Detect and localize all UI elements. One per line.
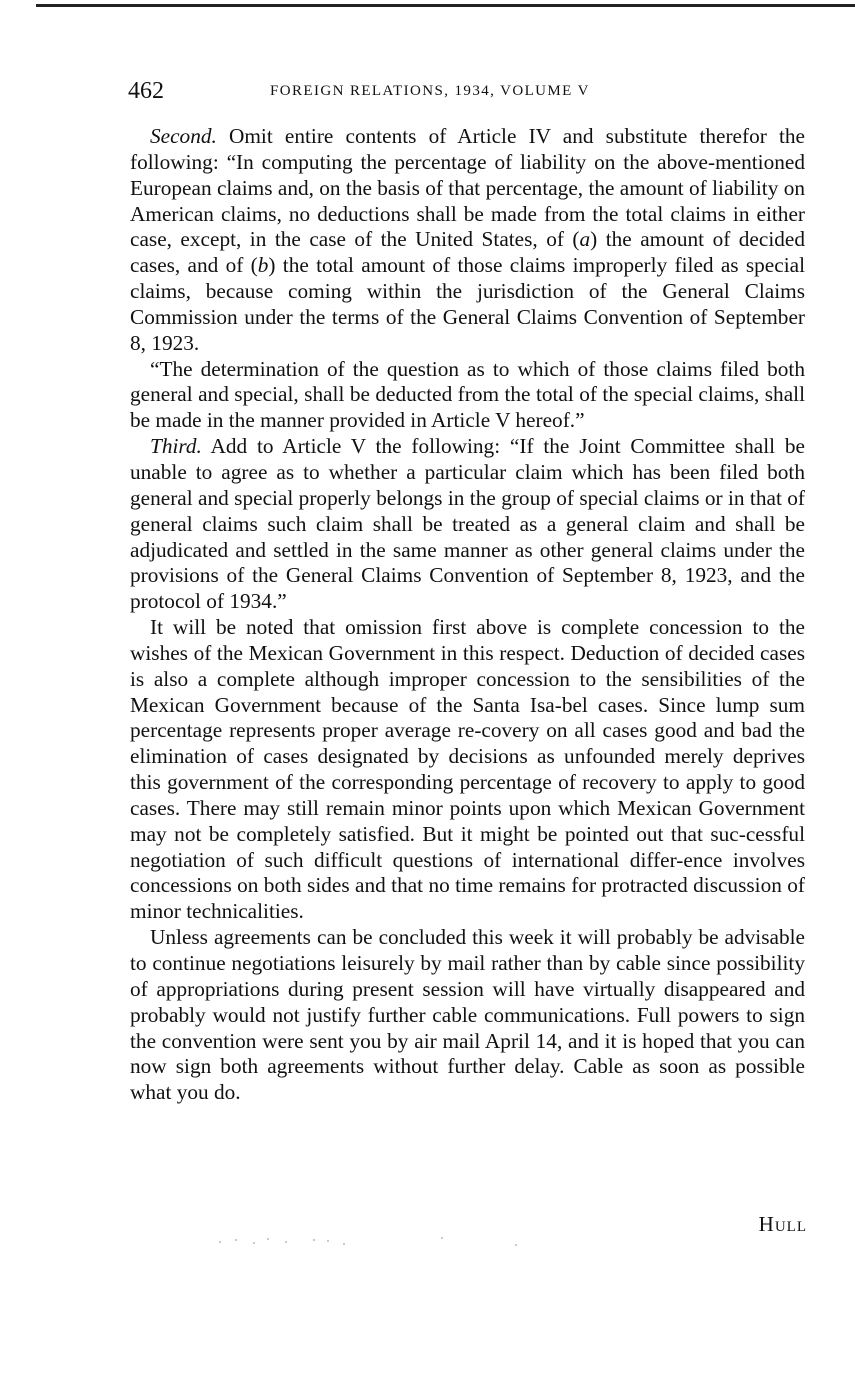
paragraph-third [130, 434, 805, 615]
paragraph-second [130, 124, 805, 357]
running-head: FOREIGN RELATIONS, 1934, VOLUME V [270, 83, 590, 99]
paragraph-third-lead: Third. [150, 434, 202, 459]
page-number: 462 [128, 78, 164, 104]
document-body [130, 124, 805, 1106]
signature: Hull [758, 1212, 807, 1236]
paragraph-agreements: Unless agreements can be concluded this week it will probably be advisable to continue negotiations leisurely by mail rather than by cable since possibility of appropriations during present session will have virtually disappeared and probably would not justify further cable communications. Full powers to sign the convention were sent you by air mail April 14, and it is hoped that you can now sign both agreements without further delay. Cable as soon as possible what you do. [130, 925, 805, 1105]
paragraph-second-lead: Second. [150, 124, 217, 148]
scan-specks [215, 1235, 525, 1247]
paragraph-third-text: Add to Article V the following: “If the Joint Committee shall be unable to agree as to whether a particular claim which has been filed both general and special properly belongs in the group of special claims or in that of general claims such claim shall be treated as a general claim and shall be adjudicated and settled in the same manner as other general claims under the provisions of the General Claims Convention of September 8, 1923, and the protocol of 1934.” [130, 434, 805, 614]
paragraph-second-end: ) the total amount of those claims improperly filed as special claims, because coming within the jurisdiction of the General Claims Commission under the terms of the General Claims Convention of September 8, 1923. [130, 253, 805, 355]
item-b-marker: b [257, 253, 269, 278]
paragraph-determination: “The determination of the question as to which of those claims filed both general and special, shall be deducted from the total of the special claims, shall be made in the manner provided in Article V hereof.” [130, 356, 805, 433]
page-header [128, 78, 808, 108]
paragraph-concession: It will be noted that omission first above is complete concession to the wishes of the Mexican Government in this respect. Deduction of decided cases is also a complete although improper concession to the sensibilities of the Mexican Government because of the Santa Isa-bel cases. Since lump sum percentage represents proper average re-covery on all cases good and bad the elimination of cases designated by decisions as unfounded merely deprives this government of the corresponding percentage of recovery to apply to good cases. There may still remain minor points upon which Mexican Government may not be completely satisfied. But it might be pointed out that suc-cessful negotiation of such difficult questions of international differ-ence involves concessions on both sides and that no time remains for protracted discussion of minor technicalities. [130, 615, 805, 924]
top-rule [36, 4, 855, 7]
item-a-marker: a [579, 227, 591, 252]
paragraph-second-text: Omit entire contents of Article IV and substitute therefor the following: “In computing the percentage of liability on the above-mentioned European claims and, on the basis of that percentage, the amount of liability on American claims, no deductions shall be made from the total claims in either case, except, in the case of the United States, of ( [130, 124, 805, 252]
paragraph-second-mid: ) the amount of decided cases, and of ( [130, 227, 805, 278]
